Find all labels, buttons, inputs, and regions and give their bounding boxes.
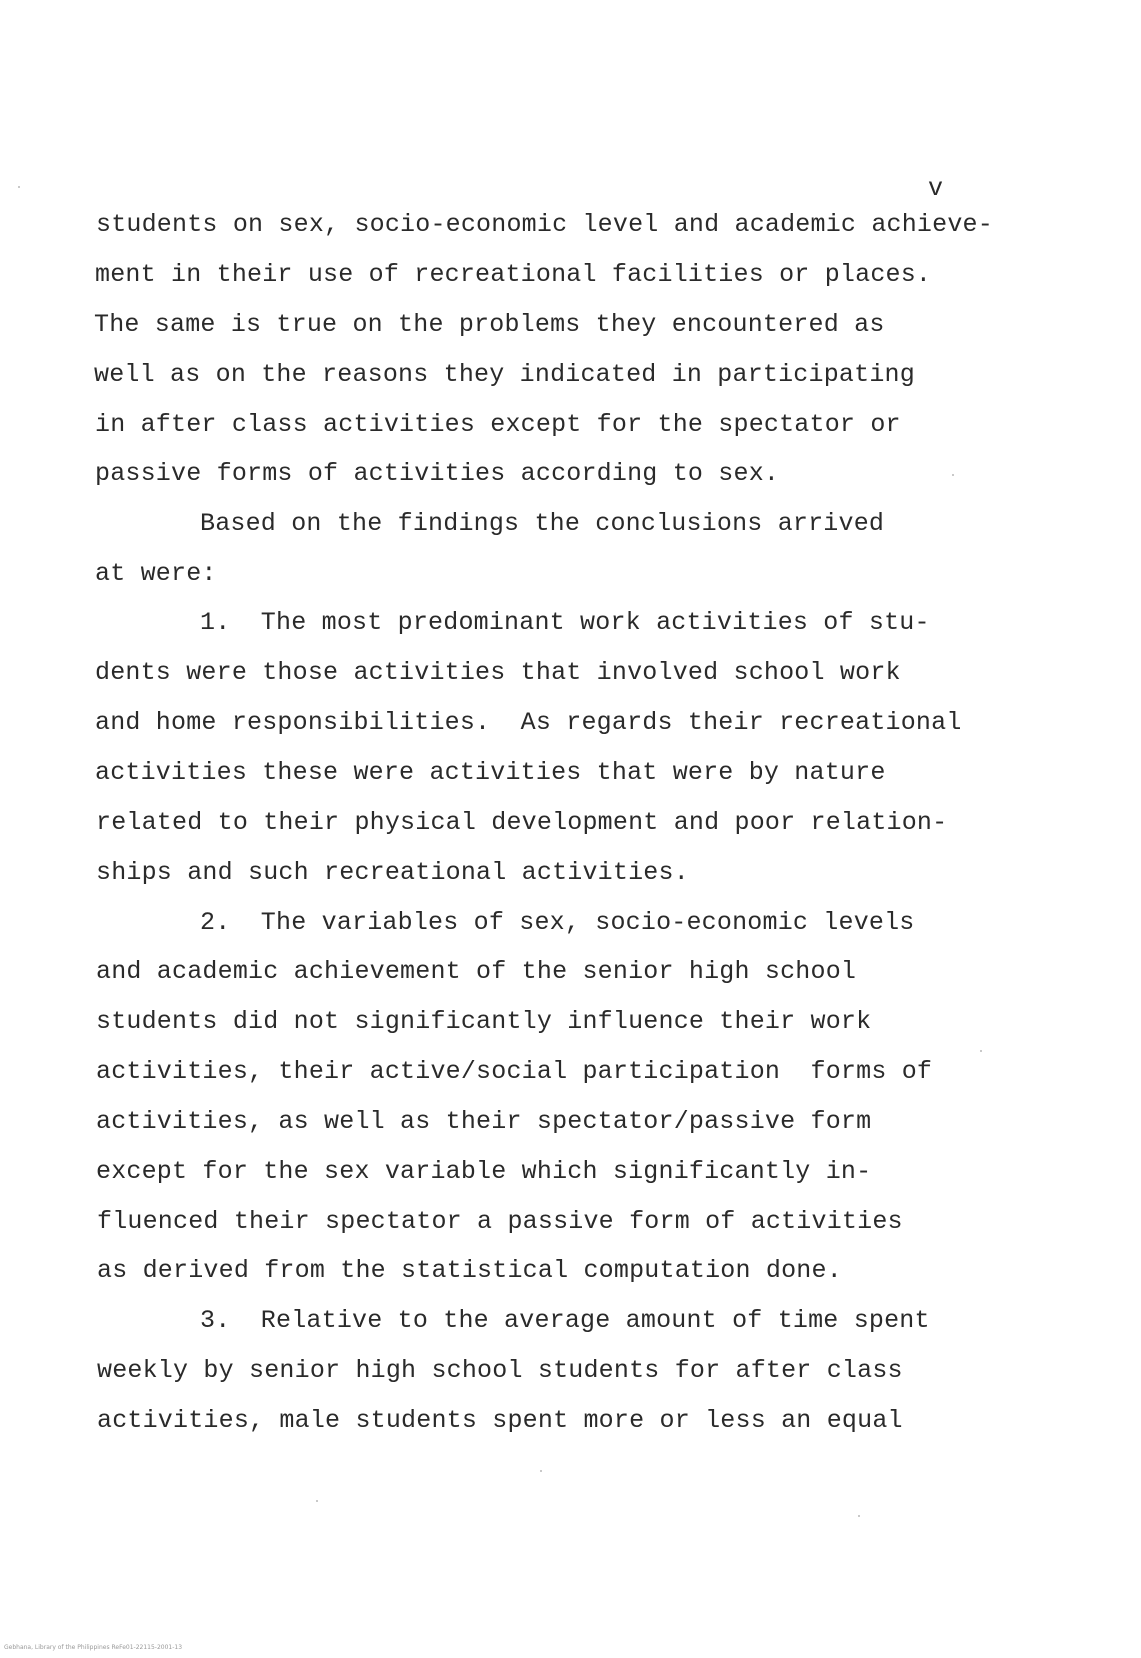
scan-speck (858, 1515, 860, 1517)
scan-speck (540, 1470, 542, 1472)
text-line: students on sex, socio-economic level and academic achieve- (96, 210, 993, 239)
text-line: fluenced their spectator a passive form of activities (97, 1207, 903, 1236)
text-line: passive forms of activities according to sex. (95, 459, 780, 488)
scan-speck (952, 474, 954, 476)
text-line: students did not significantly influence their work (96, 1007, 872, 1036)
scan-speck (316, 1500, 318, 1502)
scan-speck (18, 186, 20, 188)
text-line: activities, as well as their spectator/passive form (96, 1107, 872, 1136)
text-line: well as on the reasons they indicated in participating (94, 360, 915, 389)
text-line: and home responsibilities. As regards their recreational (95, 708, 962, 737)
text-line: and academic achievement of the senior high school (96, 957, 857, 986)
text-line: in after class activities except for the spectator or (95, 410, 901, 439)
text-line: ment in their use of recreational facilities or places. (95, 260, 932, 289)
text-line: activities, their active/social participation forms of (96, 1057, 933, 1086)
text-line: weekly by senior high school students for after class (97, 1356, 903, 1385)
text-line: activities these were activities that were by nature (95, 758, 886, 787)
text-line: at were: (95, 559, 217, 588)
scan-footer-note: Gebhana, Library of the Philippines ReFe01-22115-2001-13 (4, 1644, 183, 1651)
text-line: ships and such recreational activities. (96, 858, 689, 887)
text-line: related to their physical development and poor relation- (96, 808, 948, 837)
text-line: activities, male students spent more or less an equal (97, 1406, 903, 1435)
text-line: The same is true on the problems they encountered as (94, 310, 885, 339)
text-line: except for the sex variable which significantly in- (96, 1157, 872, 1186)
text-line: dents were those activities that involved school work (95, 658, 901, 687)
page-number: v (928, 174, 945, 203)
text-line: 1. The most predominant work activities of stu- (200, 608, 930, 637)
scan-speck (980, 1050, 982, 1052)
text-line: Based on the findings the conclusions arrived (200, 509, 885, 538)
text-line: 3. Relative to the average amount of time spent (200, 1306, 930, 1335)
text-line: as derived from the statistical computation done. (97, 1256, 842, 1285)
text-line: 2. The variables of sex, socio-economic levels (200, 908, 915, 937)
